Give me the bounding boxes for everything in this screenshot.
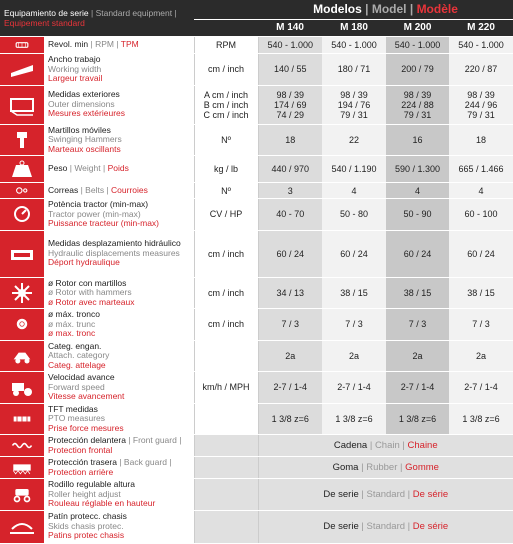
dimensions-icon-glyph <box>8 93 36 117</box>
value-cell: 18 <box>449 124 513 156</box>
dimensions-icon <box>0 85 44 124</box>
value-cell: 140 / 55 <box>258 54 322 86</box>
value-cell: 98 / 39 244 / 96 79 / 31 <box>449 85 513 124</box>
row-label: ø máx. tronco ø máx. trunc ø max. tronc <box>44 309 194 341</box>
back-guard-icon <box>0 457 44 479</box>
width-icon-glyph <box>8 57 36 81</box>
row-unit: cm / inch <box>194 54 258 86</box>
spec-row <box>0 372 513 404</box>
value-cell: 60 / 24 <box>322 230 386 277</box>
trunk-icon-glyph <box>8 315 36 333</box>
value-cell: 98 / 39 174 / 69 74 / 29 <box>258 85 322 124</box>
value-cell: 38 / 15 <box>386 277 449 309</box>
spec-row <box>0 309 513 341</box>
rotor-icon <box>0 277 44 309</box>
spec-row <box>0 230 513 277</box>
row-unit: CV / HP <box>194 199 258 231</box>
span-row <box>0 435 513 457</box>
value-cell: 4 <box>386 183 449 199</box>
value-cell: 50 - 80 <box>322 199 386 231</box>
row-label: Velocidad avance Forward speed Vitesse avancement <box>44 372 194 404</box>
skids-icon <box>0 510 44 543</box>
back-guard-icon-glyph <box>8 458 36 477</box>
row-unit: cm / inch <box>194 277 258 309</box>
value-cell: 540 - 1.000 <box>449 37 513 54</box>
value-cell: 2a <box>322 340 386 372</box>
hydraulic-icon-glyph <box>8 242 36 266</box>
value-cell: 38 / 15 <box>322 277 386 309</box>
model-m220: M 220 <box>449 19 513 36</box>
speed-icon <box>0 372 44 404</box>
value-cell: 60 - 100 <box>449 199 513 231</box>
spec-row <box>0 54 513 86</box>
row-label: Potència tractor (min-max) Tractor power (min-max) Puissance tracteur (min-max) <box>44 199 194 231</box>
model-m200: M 200 <box>386 19 449 36</box>
value-cell: 1 3/8 z=6 <box>322 403 386 435</box>
row-unit: kg / lb <box>194 156 258 183</box>
value-cell: 540 - 1.000 <box>258 37 322 54</box>
belts-icon-glyph <box>8 184 36 197</box>
row-label: Revol. min | RPM | TPM <box>44 37 194 54</box>
span-value-cell: Goma | Rubber | Gomme <box>258 457 513 479</box>
spec-row <box>0 277 513 309</box>
span-value-cell: De serie | Standard | De série <box>258 479 513 511</box>
value-cell: 16 <box>386 124 449 156</box>
value-cell: 665 / 1.466 <box>449 156 513 183</box>
spec-row <box>0 156 513 183</box>
value-cell: 98 / 39 194 / 76 79 / 31 <box>322 85 386 124</box>
rotor-icon-glyph <box>8 281 36 305</box>
value-cell: 4 <box>449 183 513 199</box>
value-cell: 2-7 / 1-4 <box>258 372 322 404</box>
hammer-icon <box>0 124 44 156</box>
row-label: Medidas exteriores Outer dimensions Mesures extérieures <box>44 85 194 124</box>
row-label: Medidas desplazamiento hidráulico Hydraulic displacements measures Déport hydraulique <box>44 230 194 277</box>
value-cell: 34 / 13 <box>258 277 322 309</box>
speed-icon-glyph <box>8 375 36 399</box>
front-guard-icon-glyph <box>8 436 36 455</box>
row-label: Rodillo regulable altura Roller height adjust Rouleau réglable en hauteur <box>44 479 194 511</box>
value-cell: 540 - 1.000 <box>386 37 449 54</box>
value-cell: 60 / 24 <box>258 230 322 277</box>
value-cell: 18 <box>258 124 322 156</box>
value-cell: 540 - 1.000 <box>322 37 386 54</box>
row-unit <box>194 403 258 435</box>
weight-icon <box>0 156 44 183</box>
row-label: Patín protecc. chasis Skids chasis protec. Patins protec chasis <box>44 510 194 543</box>
row-unit: RPM <box>194 37 258 54</box>
row-label: Categ. engan. Attach. category Categ. attelage <box>44 340 194 372</box>
spec-row <box>0 124 513 156</box>
value-cell: 40 - 70 <box>258 199 322 231</box>
spec-row <box>0 183 513 199</box>
value-cell: 220 / 87 <box>449 54 513 86</box>
standard-equipment-header: Equipamiento de serie | Standard equipment | Equipement standard <box>0 0 194 37</box>
value-cell: 590 / 1.300 <box>386 156 449 183</box>
rpm-icon-glyph <box>8 38 36 52</box>
attach-icon-glyph <box>8 346 36 366</box>
value-cell: 2-7 / 1-4 <box>386 372 449 404</box>
row-unit: km/h / MPH <box>194 372 258 404</box>
row-label: Martillos móviles Swinging Hammers Marteaux oscillants <box>44 124 194 156</box>
value-cell: 1 3/8 z=6 <box>258 403 322 435</box>
spec-row <box>0 403 513 435</box>
span-row <box>0 479 513 511</box>
spec-row <box>0 85 513 124</box>
header-row <box>0 0 513 19</box>
rpm-icon <box>0 37 44 54</box>
trunk-icon <box>0 309 44 341</box>
row-label: Peso | Weight | Poids <box>44 156 194 183</box>
value-cell: 4 <box>322 183 386 199</box>
value-cell: 50 - 90 <box>386 199 449 231</box>
value-cell: 7 / 3 <box>258 309 322 341</box>
value-cell: 540 / 1.190 <box>322 156 386 183</box>
row-label: Protección trasera | Back guard | Protection arrière <box>44 457 194 479</box>
value-cell: 1 3/8 z=6 <box>449 403 513 435</box>
value-cell: 60 / 24 <box>386 230 449 277</box>
pto-icon <box>0 403 44 435</box>
row-unit: A cm / inch B cm / inch C cm / inch <box>194 85 258 124</box>
span-value-cell: De serie | Standard | De série <box>258 510 513 543</box>
tractor-power-icon <box>0 199 44 231</box>
tractor-power-icon-glyph <box>8 202 36 226</box>
row-label: Ancho trabajo Working width Largeur travail <box>44 54 194 86</box>
row-label: ø Rotor con martillos ø Rotor with hammers ø Rotor avec marteaux <box>44 277 194 309</box>
model-m180: M 180 <box>322 19 386 36</box>
model-m140: M 140 <box>258 19 322 36</box>
spec-row <box>0 37 513 54</box>
roller-icon-glyph <box>8 484 36 504</box>
attach-icon <box>0 340 44 372</box>
hydraulic-icon <box>0 230 44 277</box>
models-header: Modelos | Model | Modèle <box>258 0 513 19</box>
value-cell: 2a <box>449 340 513 372</box>
value-cell: 3 <box>258 183 322 199</box>
row-unit <box>194 340 258 372</box>
value-cell: 2-7 / 1-4 <box>449 372 513 404</box>
span-row <box>0 457 513 479</box>
front-guard-icon <box>0 435 44 457</box>
value-cell: 7 / 3 <box>322 309 386 341</box>
row-unit: Nº <box>194 183 258 199</box>
spec-row <box>0 340 513 372</box>
value-cell: 22 <box>322 124 386 156</box>
value-cell: 440 / 970 <box>258 156 322 183</box>
value-cell: 180 / 71 <box>322 54 386 86</box>
value-cell: 2-7 / 1-4 <box>322 372 386 404</box>
value-cell: 1 3/8 z=6 <box>386 403 449 435</box>
belts-icon <box>0 183 44 199</box>
row-label: TFT medidas PTO measures Prise force mesures <box>44 403 194 435</box>
value-cell: 98 / 39 224 / 88 79 / 31 <box>386 85 449 124</box>
value-cell: 2a <box>258 340 322 372</box>
value-cell: 38 / 15 <box>449 277 513 309</box>
span-row <box>0 510 513 543</box>
row-label: Protección delantera | Front guard | Protection frontal <box>44 435 194 457</box>
row-unit: Nº <box>194 124 258 156</box>
hammer-icon-glyph <box>8 128 36 152</box>
row-label: Correas | Belts | Courroies <box>44 183 194 199</box>
spec-row <box>0 199 513 231</box>
weight-icon-glyph <box>8 157 36 181</box>
span-value-cell: Cadena | Chain | Chaine <box>258 435 513 457</box>
pto-icon-glyph <box>8 409 36 429</box>
row-unit: cm / inch <box>194 309 258 341</box>
value-cell: 7 / 3 <box>386 309 449 341</box>
roller-icon <box>0 479 44 511</box>
width-icon <box>0 54 44 86</box>
value-cell: 2a <box>386 340 449 372</box>
row-unit: cm / inch <box>194 230 258 277</box>
value-cell: 7 / 3 <box>449 309 513 341</box>
value-cell: 60 / 24 <box>449 230 513 277</box>
value-cell: 200 / 79 <box>386 54 449 86</box>
